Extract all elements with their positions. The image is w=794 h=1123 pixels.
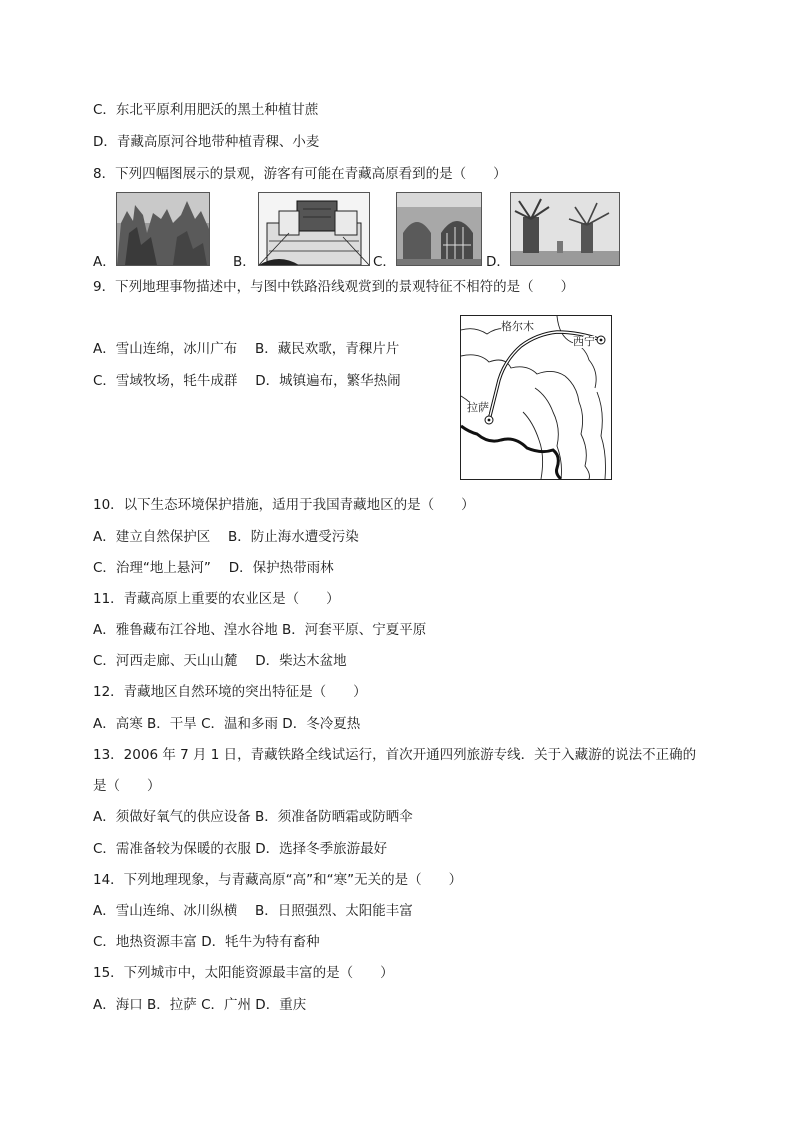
- map-label-lhasa: 拉萨: [467, 401, 489, 414]
- map-label-xining: 西宁: [573, 335, 595, 348]
- q8-photo-c-cave-dwelling: [396, 192, 482, 266]
- q8-label-d: D．: [486, 254, 510, 270]
- q7-option-d: D．青藏高原河谷地带种植青稞、小麦: [93, 134, 320, 150]
- q11-stem: 11．青藏高原上重要的农业区是（ ）: [93, 591, 340, 607]
- q8-label-a: A．: [93, 254, 116, 270]
- q8-stem: 8．下列四幅图展示的景观，游客有可能在青藏高原看到的是（ ）: [93, 166, 507, 182]
- q9-options-cd: C．雪域牧场，牦牛成群 D．城镇遍布，繁华热闹: [93, 373, 401, 389]
- q11-options-cd: C．河西走廊、天山山麓 D．柴达木盆地: [93, 653, 347, 669]
- q7-option-c: C．东北平原利用肥沃的黑土种植甘蔗: [93, 102, 319, 118]
- q10-options-ab: A．建立自然保护区 B．防止海水遭受污染: [93, 529, 359, 545]
- map-label-golmud: 格尔木: [501, 320, 534, 333]
- q8-photo-d-baobab-trees: [510, 192, 620, 266]
- q10-options-cd: C．治理“地上悬河” D．保护热带雨林: [93, 560, 334, 576]
- q9-stem: 9．下列地理事物描述中，与图中铁路沿线观赏到的景观特征不相符的是（ ）: [93, 279, 575, 295]
- q14-stem: 14．下列地理现象，与青藏高原“高”和“寒”无关的是（ ）: [93, 872, 463, 888]
- q13-options-ab: A．须做好氧气的供应设备 B．须准备防晒霜或防晒伞: [93, 809, 413, 825]
- q15-stem: 15．下列城市中，太阳能资源最丰富的是（ ）: [93, 965, 394, 981]
- q13-stem-line2: 是（ ）: [93, 778, 161, 794]
- qinghai-tibet-railway-map: [460, 315, 612, 480]
- q12-options: A．高寒 B．干旱 C．温和多雨 D．冬冷夏热: [93, 716, 361, 732]
- q12-stem: 12．青藏地区自然环境的突出特征是（ ）: [93, 684, 367, 700]
- q15-options: A．海口 B．拉萨 C．广州 D．重庆: [93, 997, 307, 1013]
- q9-options-ab: A．雪山连绵，冰川广布 B．藏民欢歌，青稞片片: [93, 341, 400, 357]
- q8-label-c: C．: [373, 254, 396, 270]
- q10-stem: 10．以下生态环境保护措施，适用于我国青藏地区的是（ ）: [93, 497, 475, 513]
- q11-options-ab: A．雅鲁藏布江谷地、湟水谷地 B．河套平原、宁夏平原: [93, 622, 427, 638]
- q14-options-ab: A．雪山连绵、冰川纵横 B．日照强烈、太阳能丰富: [93, 903, 413, 919]
- q14-options-cd: C．地热资源丰富 D．牦牛为特有畜种: [93, 934, 320, 950]
- q13-options-cd: C．需准备较为保暖的衣服 D．选择冬季旅游最好: [93, 841, 388, 857]
- q8-label-b: B．: [233, 254, 256, 270]
- q13-stem-line1: 13．2006 年 7 月 1 日，青藏铁路全线试运行，首次开通四列旅游专线．关于入藏游的说法不正确的: [93, 747, 697, 763]
- q8-photo-b-potala-palace: [258, 192, 370, 266]
- q8-photo-a-stone-forest: [116, 192, 210, 266]
